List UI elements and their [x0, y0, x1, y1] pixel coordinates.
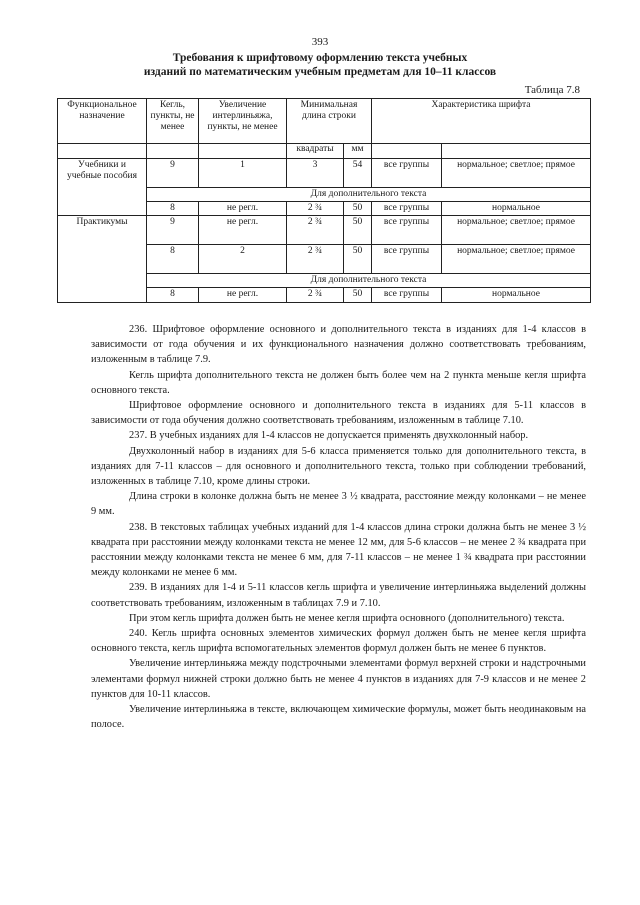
paragraph: Увеличение интерлиньяжа между подстрочными элементами формул верхней строки и надстрочными элементами формул нижней строки должно быть не менее 4 пунктов в изданиях для 7-9 классов и не менее 2 пунктов для 10-11 классов. [91, 658, 586, 700]
cell-leading: 2 [199, 245, 287, 274]
paragraph: 237. В учебных изданиях для 1-4 классов не допускается применять двухколонный набор. [129, 430, 529, 442]
cell-leading: 1 [199, 159, 287, 188]
font-requirements-table [57, 98, 591, 303]
header-squares: квадраты [287, 144, 344, 159]
cell-style: нормальное [442, 202, 591, 216]
paragraph: Длина строки в колонке должна быть не менее 3 ½ квадрата, расстояние между колонками – не менее 9 мм. [91, 491, 586, 518]
header-min-line: Минимальная длина строки [287, 99, 372, 144]
cell-mm: 54 [344, 159, 372, 188]
header-mm: мм [344, 144, 372, 159]
cell-mm: 50 [344, 245, 372, 274]
cell-group: все группы [372, 216, 442, 245]
header-size: Кегль, пункты, не менее [147, 99, 199, 144]
paragraph: 240. Кегль шрифта основных элементов химических формул должен быть не менее кегля шрифта основного текста, кегль шрифта вспомогательных элементов формул должен быть не менее 6 пунктов. [91, 628, 586, 655]
cell-size: 8 [147, 245, 199, 274]
paragraph: Двухколонный набор в изданиях для 5-6 класса применяется только для дополнительного текста, в изданиях для 7-11 классов – для основного и дополнительного текста, только при соблюдении требований, изложенных в таблице 7.10, кроме длины строки. [91, 445, 586, 488]
page-number: 393 [311, 36, 329, 48]
cell-squares: 2 ¾ [287, 245, 344, 274]
cell-leading: не регл. [199, 202, 287, 216]
header-font-char: Характеристика шрифта [372, 99, 591, 144]
table-label: Таблица 7.8 [524, 84, 580, 96]
cell-mm: 50 [344, 288, 372, 303]
header-leading: Увеличение интерлиньяжа, пункты, не менее [199, 99, 287, 144]
cell-size: 8 [147, 288, 199, 303]
func-cell-2: Практикумы [58, 216, 147, 303]
paragraph: 236. Шрифтовое оформление основного и дополнительного текста в изданиях для 1-4 классов в зависимости от года обучения и их функционального назначения должно соответствовать требованиям, изложенным в таблице 7.9. [91, 324, 586, 366]
title-line-2: изданий по математическим учебным предметам для 10–11 классов [143, 66, 497, 78]
header-func: Функциональное назначение [58, 99, 147, 144]
cell-mm: 50 [344, 202, 372, 216]
cell-style: нормальное; светлое; прямое [442, 159, 591, 188]
table-row [58, 216, 591, 245]
cell-squares: 2 ¾ [287, 202, 344, 216]
cell-squares: 3 [287, 159, 344, 188]
cell-style: нормальное [442, 288, 591, 303]
cell-size: 8 [147, 202, 199, 216]
paragraph: При этом кегль шрифта должен быть не менее кегля шрифта основного (дополнительного) текста. [129, 612, 565, 624]
span-additional-text-2: Для дополнительного текста [147, 274, 591, 288]
cell-style: нормальное; светлое; прямое [442, 216, 591, 245]
cell-size: 9 [147, 216, 199, 245]
title-line-1: Требования к шрифтовому оформлению текста учебных [172, 52, 468, 64]
paragraph: 239. В изданиях для 1-4 и 5-11 классов кегль шрифта и увеличение интерлиньяжа выделений должны соответствовать требованиям, изложенным в таблицах 7.9 и 7.10. [91, 582, 586, 609]
cell-squares: 2 ¾ [287, 288, 344, 303]
cell-mm: 50 [344, 216, 372, 245]
paragraph: Шрифтовое оформление основного и дополнительного текста в изданиях для 5-11 классов в зависимости от года обучения должно соответствовать требованиям, изложенным в таблице 7.10. [91, 400, 586, 427]
cell-group: все группы [372, 202, 442, 216]
table-row [58, 159, 591, 188]
cell-leading: не регл. [199, 216, 287, 245]
span-additional-text-1: Для дополнительного текста [147, 188, 591, 202]
cell-size: 9 [147, 159, 199, 188]
page-title [0, 51, 640, 79]
paragraph: Кегль шрифта дополнительного текста не должен быть более чем на 2 пункта меньше кегля шрифта основного текста. [91, 369, 586, 396]
cell-squares: 2 ¾ [287, 216, 344, 245]
cell-group: все группы [372, 159, 442, 188]
body-text [91, 322, 586, 732]
cell-leading: не регл. [199, 288, 287, 303]
func-cell-1: Учебники и учебные пособия [58, 159, 147, 216]
cell-group: все группы [372, 288, 442, 303]
cell-style: нормальное; светлое; прямое [442, 245, 591, 274]
cell-group: все группы [372, 245, 442, 274]
paragraph: Увеличение интерлиньяжа в тексте, включающем химические формулы, может быть неодинаковым на полосе. [91, 704, 586, 731]
paragraph: 238. В текстовых таблицах учебных изданий для 1-4 классов длина строки должна быть не менее 3 ½ квадрата при расстоянии между колонками текста не менее 12 мм, для 5-6 классов – не менее 2 ¾ квадрата при расстоянии между колонками текста не менее 6 мм, для 7-11 классов – не менее 1 ¾ квадрата при расстоянии между колонками не менее 6 мм. [91, 521, 586, 579]
